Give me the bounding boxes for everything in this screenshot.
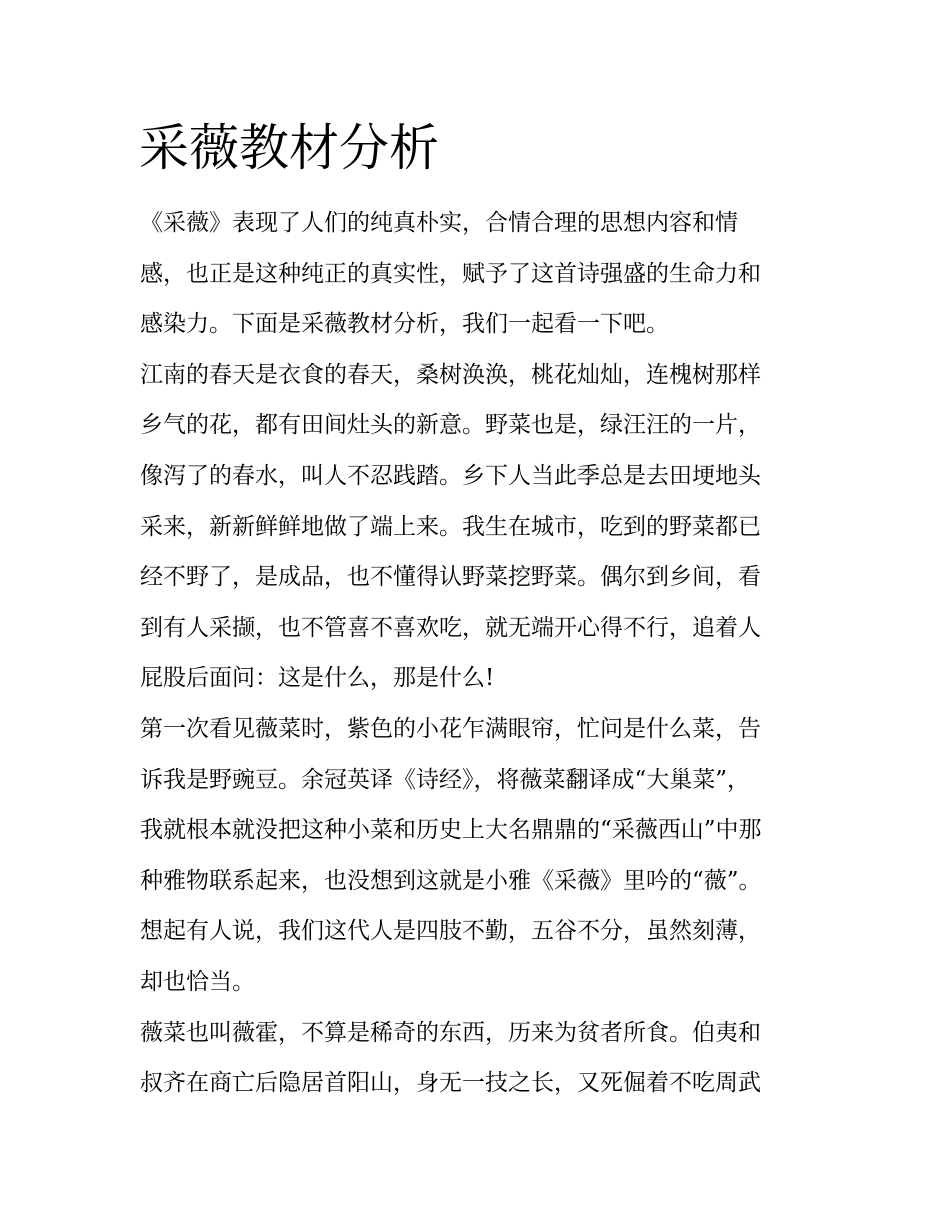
text-line: 我就根本就没把这种小菜和历史上大名鼎鼎的“采薇西山”中那 — [140, 817, 762, 844]
text-line: 感，也正是这种纯正的真实性，赋予了这首诗强盛的生命力和 — [140, 260, 761, 287]
text-line: 却也恰当。 — [140, 968, 255, 995]
text-line: 诉我是野豌豆。余冠英译《诗经》，将薇菜翻译成“大巢菜”， — [140, 766, 751, 793]
text-line: 叔齐在商亡后隐居首阳山，身无一技之长，又死倔着不吃周武 — [140, 1070, 761, 1097]
document-title: 采薇教材分析 — [139, 119, 439, 177]
text-line: 薇菜也叫薇霍，不算是稀奇的东西，历来为贫者所食。伯夷和 — [140, 1019, 761, 1046]
text-line: 《采薇》表现了人们的纯真朴实，合情合理的思想内容和情 — [140, 210, 738, 236]
text-line: 经不野了，是成品，也不懂得认野菜挖野菜。偶尔到乡间，看 — [140, 564, 761, 591]
text-line: 江南的春天是衣食的春天，桑树涣涣，桃花灿灿，连槐树那样 — [140, 361, 761, 388]
text-line: 像泻了的春水，叫人不忍践踏。乡下人当此季总是去田埂地头 — [140, 462, 761, 489]
text-line: 想起有人说，我们这代人是四肢不勤，五谷不分，虽然刻薄， — [140, 918, 761, 945]
document-body — [140, 198, 820, 1109]
text-line: 屁股后面问：这是什么，那是什么! — [140, 665, 495, 692]
text-line: 种雅物联系起来，也没想到这就是小雅《采薇》里吟的“薇”。 — [140, 867, 762, 894]
text-line: 到有人采撷，也不管喜不喜欢吃，就无端开心得不行，追着人 — [140, 614, 761, 641]
text-line: 第一次看见薇菜时，紫色的小花乍满眼帘，忙问是什么菜，告 — [140, 715, 761, 742]
text-line: 乡气的花，都有田间灶头的新意。野菜也是，绿汪汪的一片， — [140, 412, 761, 439]
text-line: 采来，新新鲜鲜地做了端上来。我生在城市，吃到的野菜都已 — [140, 513, 761, 540]
text-line: 感染力。下面是采薇教材分析，我们一起看一下吧。 — [140, 311, 669, 338]
